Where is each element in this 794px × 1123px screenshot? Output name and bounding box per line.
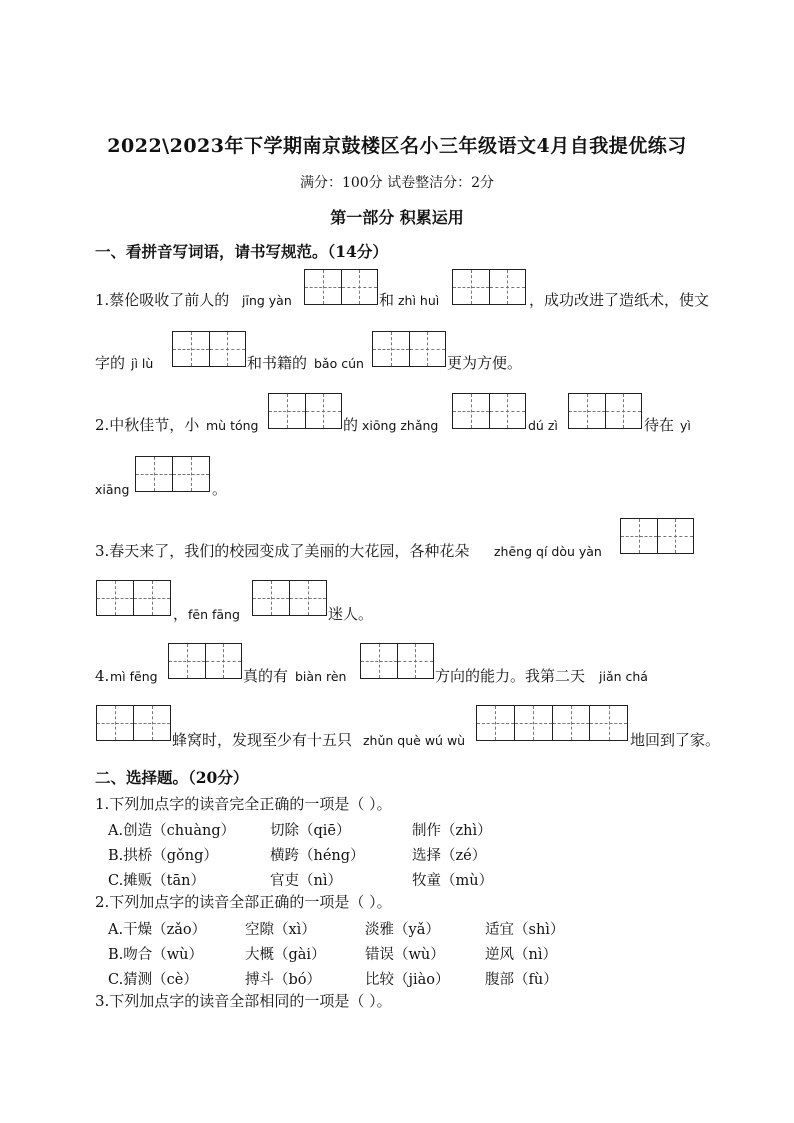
mc2-option-b-4: 逆风（nì） bbox=[485, 947, 557, 963]
writing-grid[interactable] bbox=[96, 705, 171, 741]
q3-text-2: ， bbox=[173, 605, 189, 623]
q3-text-1: 3.春天来了，我们的校园变成了美丽的大花园，各种花朵 bbox=[95, 542, 470, 560]
mc2-option-c-4: 腹部（fù） bbox=[485, 972, 558, 988]
writing-grid[interactable] bbox=[252, 580, 327, 616]
q1-text-4: 字的 bbox=[95, 354, 126, 372]
mc2-option-a-2: 空隙（xì） bbox=[245, 922, 316, 938]
q2-pinyin-4: yì bbox=[680, 418, 691, 433]
mc2-option-a-3: 淡雅（yǎ） bbox=[365, 922, 440, 938]
q2-text-3: 待在 bbox=[644, 416, 675, 434]
part-heading: 第一部分 积累运用 bbox=[330, 208, 464, 227]
q3-pinyin-1: zhēng qí dòu yàn bbox=[494, 544, 602, 559]
mc1-option-c-2: 官吏（nì） bbox=[270, 873, 342, 889]
q1-text-3: ，成功改进了造纸术，使文 bbox=[529, 291, 710, 309]
writing-grid[interactable] bbox=[476, 705, 628, 741]
q1-text-2: 和 bbox=[379, 291, 395, 309]
mc1-option-b-3: 选择（zé） bbox=[412, 848, 487, 864]
mc2-option-c-2: 搏斗（bó） bbox=[245, 972, 322, 988]
q4-pinyin-2: biàn rèn bbox=[295, 669, 347, 684]
q2-pinyin-3: dú zì bbox=[528, 418, 558, 433]
q4-pinyin-3: jiǎn chá bbox=[599, 669, 648, 684]
mc1-option-a-1: A.创造（chuàng） bbox=[108, 823, 236, 839]
q1-text-1: 1.蔡伦吸收了前人的 bbox=[95, 291, 230, 309]
q4-pinyin-4: zhǔn què wú wù bbox=[363, 733, 466, 748]
mc2-option-b-3: 错误（wù） bbox=[365, 947, 445, 963]
mc2-option-c-1: C.猜测（cè） bbox=[108, 972, 198, 988]
q2-text-2: 的 bbox=[343, 416, 359, 434]
mc1-option-b-1: B.拱桥（gǒng） bbox=[108, 848, 218, 864]
mc1-option-b-2: 横跨（héng） bbox=[270, 848, 365, 864]
mc-question-1-stem: 1.下列加点字的读音完全正确的一项是（ ）。 bbox=[95, 795, 392, 813]
mc2-option-a-1: A.干燥（zǎo） bbox=[108, 922, 207, 938]
writing-grid[interactable] bbox=[452, 269, 526, 305]
writing-grid[interactable] bbox=[96, 580, 171, 616]
q4-text-1: 4. bbox=[95, 667, 110, 685]
writing-grid[interactable] bbox=[360, 643, 434, 679]
mc2-option-a-4: 适宜（shì） bbox=[485, 922, 565, 938]
mc1-option-c-3: 牧童（mù） bbox=[412, 873, 494, 889]
q4-text-4: 蜂窝时，发现至少有十五只 bbox=[172, 731, 353, 749]
mc1-option-a-3: 制作（zhì） bbox=[412, 823, 492, 839]
mc2-option-b-1: B.吻合（wù） bbox=[108, 947, 204, 963]
mc1-option-c-1: C.摊贩（tān） bbox=[108, 873, 205, 889]
q1-text-5: 和书籍的 bbox=[247, 354, 308, 372]
score-info: 满分：100分 试卷整洁分：2分 bbox=[299, 175, 495, 191]
mc-question-3-stem: 3.下列加点字的读音全部相同的一项是（ ）。 bbox=[95, 992, 392, 1010]
q2-text-1: 2.中秋佳节，小 bbox=[95, 416, 200, 434]
writing-grid[interactable] bbox=[452, 393, 526, 429]
q3-pinyin-2: fēn fāng bbox=[188, 607, 240, 622]
writing-grid[interactable] bbox=[135, 456, 210, 492]
q1-pinyin-4: bǎo cún bbox=[314, 356, 364, 371]
writing-grid[interactable] bbox=[372, 331, 446, 367]
q2-pinyin-5: xiāng bbox=[95, 482, 130, 497]
page-title: 2022\2023年下学期南京鼓楼区名小三年级语文4月自我提优练习 bbox=[107, 135, 687, 157]
q4-text-3: 方向的能力。我第二天 bbox=[435, 667, 586, 685]
mc2-option-c-3: 比较（jiào） bbox=[365, 972, 450, 988]
mc1-option-a-2: 切除（qiē） bbox=[270, 823, 351, 839]
writing-grid[interactable] bbox=[568, 393, 642, 429]
q1-pinyin-3: jì lù bbox=[131, 356, 154, 371]
q4-pinyin-1: mì fēng bbox=[110, 669, 158, 684]
q3-text-3: 迷人。 bbox=[328, 605, 374, 623]
writing-grid[interactable] bbox=[168, 643, 242, 679]
mc-question-2-stem: 2.下列加点字的读音全部正确的一项是（ ）。 bbox=[95, 893, 392, 911]
q1-pinyin-1: jīng yàn bbox=[242, 293, 292, 308]
q4-text-5: 地回到了家。 bbox=[630, 731, 721, 749]
section-1-heading: 一、看拼音写词语，请书写规范。（14分） bbox=[95, 242, 388, 261]
writing-grid[interactable] bbox=[172, 331, 246, 367]
q2-pinyin-1: mù tóng bbox=[206, 418, 259, 433]
writing-grid[interactable] bbox=[268, 393, 342, 429]
section-2-heading: 二、选择题。（20分） bbox=[95, 768, 249, 787]
writing-grid[interactable] bbox=[620, 518, 694, 554]
q1-pinyin-2: zhì huì bbox=[398, 293, 440, 308]
q2-pinyin-2: xiōng zhǎng bbox=[362, 418, 439, 433]
mc2-option-b-2: 大概（gài） bbox=[245, 947, 326, 963]
writing-grid[interactable] bbox=[304, 269, 378, 305]
q2-text-4: 。 bbox=[212, 480, 228, 498]
q4-text-2: 真的有 bbox=[243, 667, 289, 685]
q1-text-6: 更为方便。 bbox=[447, 354, 523, 372]
